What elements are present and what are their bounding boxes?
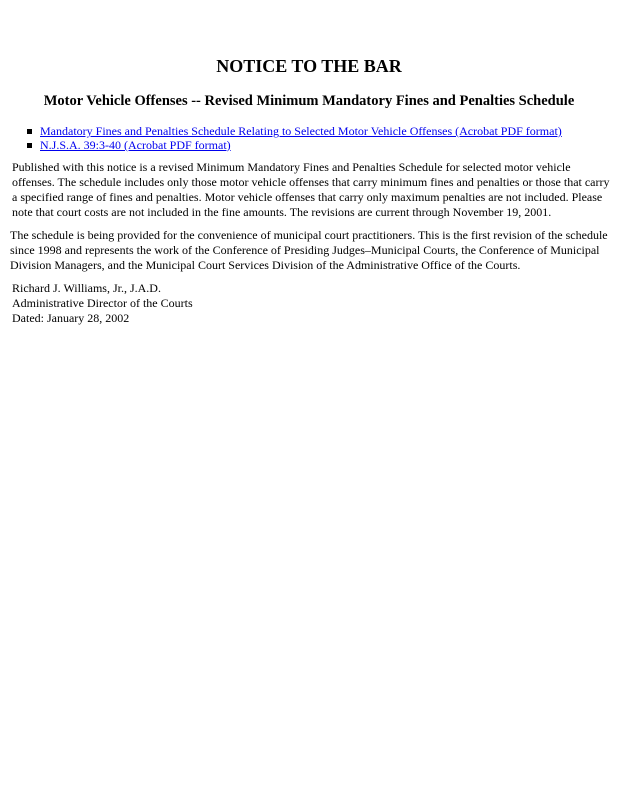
dated-line: Dated: January 28, 2002	[12, 311, 130, 325]
njsa-statute-pdf-link[interactable]: N.J.S.A. 39:3-40 (Acrobat PDF format)	[40, 138, 231, 152]
square-bullet-icon	[27, 143, 32, 148]
fines-schedule-pdf-link[interactable]: Mandatory Fines and Penalties Schedule Relating to Selected Motor Vehicle Offenses (Acrobat PDF format)	[40, 124, 562, 138]
page-subtitle: Motor Vehicle Offenses -- Revised Minimum Mandatory Fines and Penalties Schedule	[43, 93, 575, 109]
signature-block	[12, 281, 193, 326]
square-bullet-icon	[27, 129, 32, 134]
document-links-list	[26, 124, 562, 152]
body-paragraph-publication: Published with this notice is a revised Minimum Mandatory Fines and Penalties Schedule for selected motor vehicle offenses. The schedule includes only those motor vehicle offenses that carry minimum fines and penalties or those that carry a specified range of fines and penalties. Motor vehicle offenses that carry only maximum penalties are not included. Please note that court costs are not included in the fine amounts. The revisions are current through November 19, 2001.	[12, 160, 610, 219]
signatory-name: Richard J. Williams, Jr., J.A.D.	[12, 281, 161, 295]
signatory-position: Administrative Director of the Courts	[12, 296, 193, 310]
body-paragraph-convenience: The schedule is being provided for the convenience of municipal court practitioners. This is the first revision of the schedule since 1998 and represents the work of the Conference of Presiding Judges–Municipal Courts, the Conference of Municipal Division Managers, and the Municipal Court Services Division of the Administrative Office of the Courts.	[10, 228, 608, 272]
page-title: NOTICE TO THE BAR	[216, 56, 402, 76]
list-item	[26, 138, 562, 152]
list-item	[26, 124, 562, 138]
